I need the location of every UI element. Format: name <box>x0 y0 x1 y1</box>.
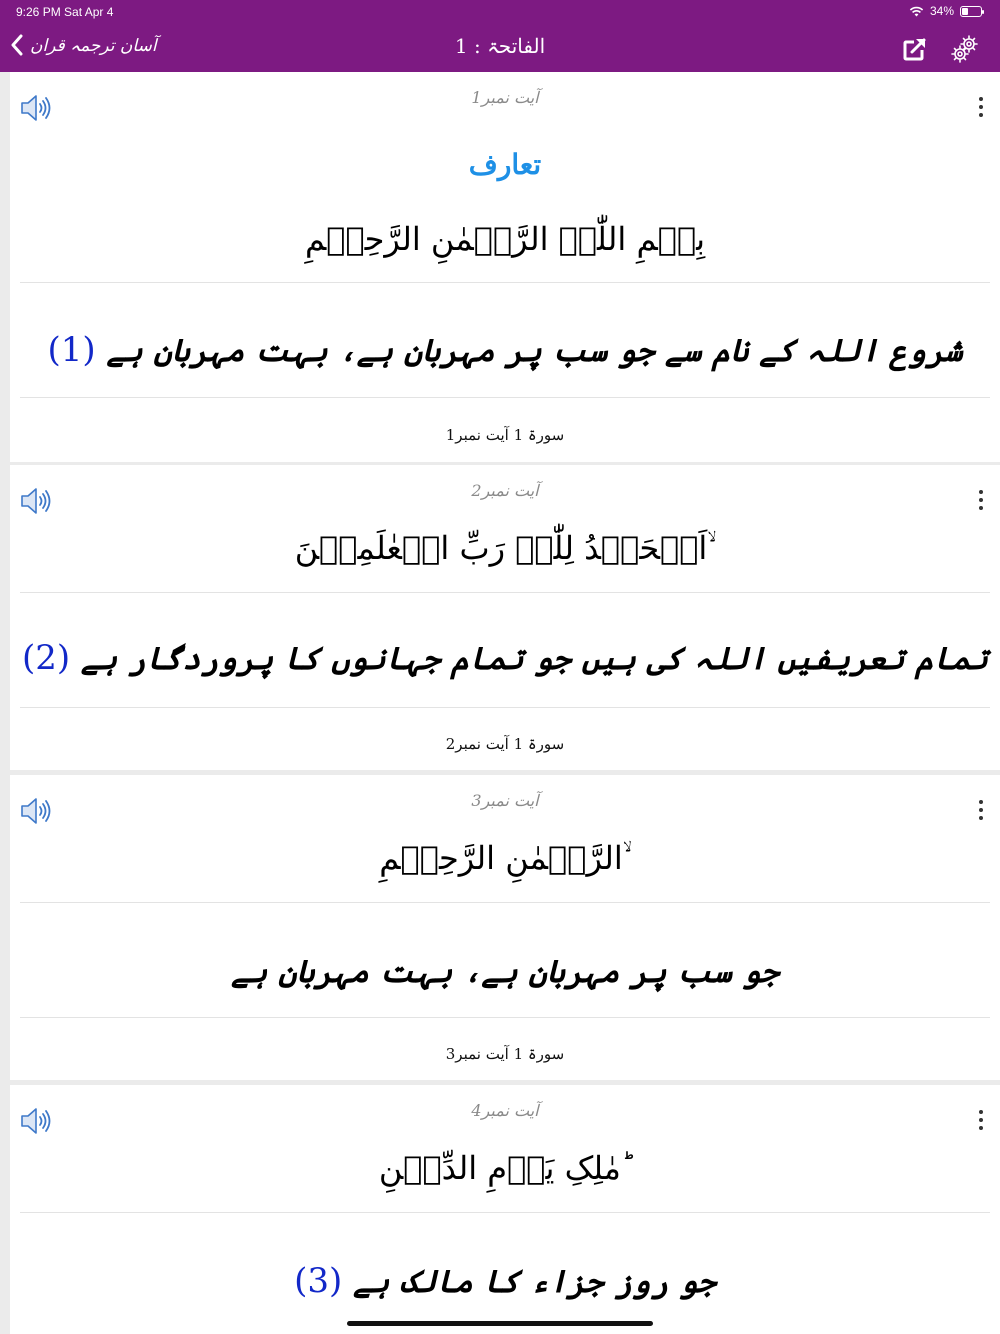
translation-number: (3) <box>294 1261 343 1301</box>
divider <box>20 707 990 708</box>
divider <box>20 282 990 283</box>
status-right <box>909 4 982 18</box>
urdu-text: جو روز جزاء کا مالک ہے <box>353 1264 716 1300</box>
verse-reference: سورۃ 1 آیت نمبر3 <box>445 1045 565 1063</box>
ayat-list[interactable] <box>10 72 1000 1334</box>
share-external-icon <box>900 34 930 64</box>
arabic-verse: الرَّحۡمٰنِ الرَّحِیۡمِ ۙ <box>379 839 631 877</box>
ayat-card <box>10 1085 1000 1334</box>
battery-icon <box>960 6 982 17</box>
ayat-card <box>10 72 1000 462</box>
urdu-translation <box>10 1261 1000 1301</box>
more-menu-button[interactable] <box>974 487 988 513</box>
ayat-card <box>10 775 1000 1080</box>
urdu-translation <box>10 638 1000 678</box>
urdu-text: شروع اللہ کے نام سے جو سب پر مہربان ہے، بہت مہربان ہے <box>106 333 963 369</box>
verse-reference: سورۃ 1 آیت نمبر1 <box>445 426 565 444</box>
urdu-translation <box>10 951 1000 991</box>
battery-percent: 34% <box>929 4 954 18</box>
divider <box>20 902 990 903</box>
ayat-number-label: آیت نمبر3 <box>471 791 539 810</box>
ayat-card <box>10 465 1000 770</box>
more-menu-button[interactable] <box>974 797 988 823</box>
translation-number: (2) <box>21 638 71 678</box>
urdu-text: تمام تعریفیں اللہ کی ہیں جو تمام جہانوں کا پروردگار ہے <box>80 641 989 677</box>
settings-button[interactable] <box>950 34 980 64</box>
wifi-icon <box>909 6 924 17</box>
arabic-verse: اَلۡحَمۡدُ لِلّٰہِ رَبِّ الۡعٰلَمِیۡنَ ۙ <box>294 529 716 567</box>
nav-bar <box>0 24 1000 72</box>
divider <box>20 397 990 398</box>
vertical-dots-icon <box>979 97 983 101</box>
gear-icon <box>950 34 980 64</box>
divider <box>20 1212 990 1213</box>
translation-number: (1) <box>47 330 96 370</box>
ayat-number-label: آیت نمبر1 <box>471 88 539 107</box>
more-menu-button[interactable] <box>974 1107 988 1133</box>
divider <box>20 592 990 593</box>
divider <box>20 1017 990 1018</box>
share-button[interactable] <box>900 34 930 64</box>
section-title: تعارف <box>468 148 542 181</box>
more-menu-button[interactable] <box>974 94 988 120</box>
home-indicator[interactable] <box>347 1321 653 1326</box>
ayat-number-label: آیت نمبر4 <box>471 1101 539 1120</box>
arabic-verse: بِسۡمِ اللّٰہِ الرَّحۡمٰنِ الرَّحِیۡمِ <box>304 220 706 258</box>
arabic-verse: مٰلِکِ یَوۡمِ الدِّیۡنِ ؕ <box>378 1149 632 1187</box>
vertical-dots-icon <box>979 800 983 804</box>
status-bar <box>0 0 1000 24</box>
back-label: آسان ترجمہ قران <box>30 35 157 56</box>
vertical-dots-icon <box>979 490 983 494</box>
status-time: 9:26 PM Sat Apr 4 <box>16 5 114 19</box>
ayat-number-label: آیت نمبر2 <box>471 481 539 500</box>
vertical-dots-icon <box>979 1110 983 1114</box>
urdu-translation <box>10 330 1000 370</box>
verse-reference: سورۃ 1 آیت نمبر2 <box>445 735 565 753</box>
page-title: الفاتحۃ : 1 <box>454 34 546 58</box>
urdu-text: جو سب پر مہربان ہے، بہت مہربان ہے <box>231 954 779 990</box>
